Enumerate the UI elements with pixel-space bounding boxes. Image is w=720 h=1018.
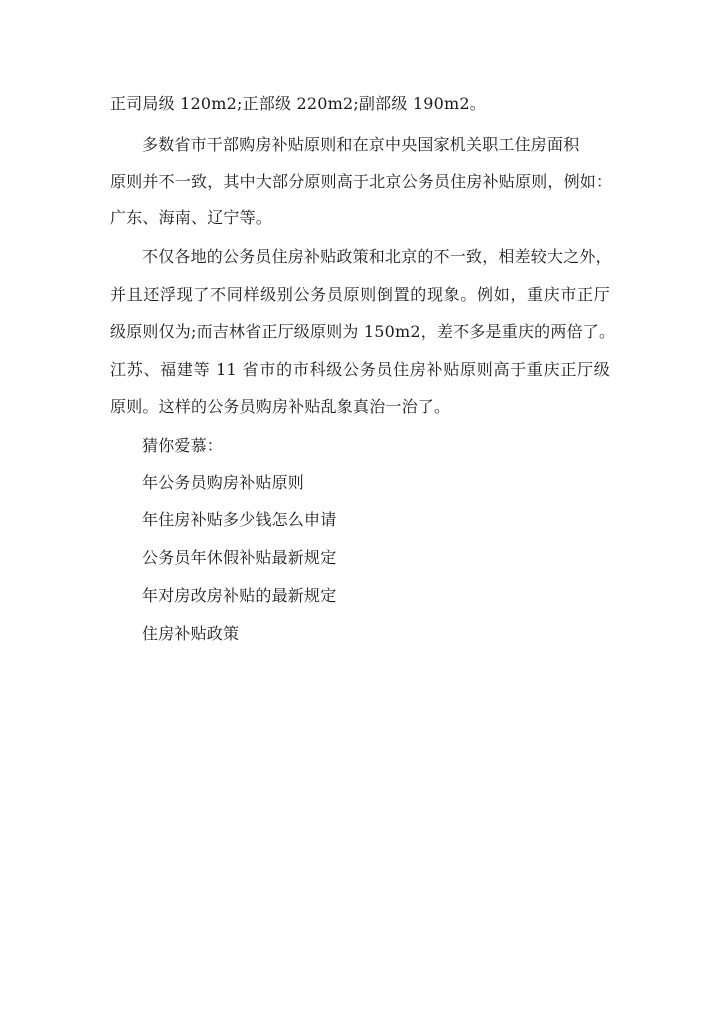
paragraph-line-9: 原则。这样的公务员购房补贴乱象真治一治了。 (110, 397, 451, 416)
related-item: 年对房改房补贴的最新规定 (142, 586, 337, 605)
related-heading: 猜你爱慕： (142, 436, 224, 455)
paragraph-line-1: 正司局级 120m2;正部级 220m2;副部级 190m2。 (110, 94, 486, 113)
related-item: 年住房补贴多少钱怎么申请 (142, 510, 337, 529)
related-item: 住房补贴政策 (142, 624, 240, 643)
paragraph-line-5: 不仅各地的公务员住房补贴政策和北京的不一致，相差较大之外， (142, 247, 612, 266)
related-item: 年公务员购房补贴原则 (142, 473, 305, 492)
paragraph-line-7: 级原则仅为;而吉林省正厅级原则为 150m2，差不多是重庆的两倍了。 (110, 322, 616, 341)
paragraph-line-8: 江苏、福建等 11 省市的市科级公务员住房补贴原则高于重庆正厅级 (110, 360, 610, 379)
paragraph-line-3: 原则并不一致，其中大部分原则高于北京公务员住房补贴原则，例如： (110, 172, 613, 191)
paragraph-line-6: 并且还浮现了不同样级别公务员原则倒置的现象。例如，重庆市正厅 (110, 285, 610, 304)
paragraph-line-2: 多数省市干部购房补贴原则和在京中央国家机关职工住房面积 (142, 135, 580, 154)
paragraph-line-4: 广东、海南、辽宁等。 (110, 208, 273, 227)
related-item: 公务员年休假补贴最新规定 (142, 548, 337, 567)
